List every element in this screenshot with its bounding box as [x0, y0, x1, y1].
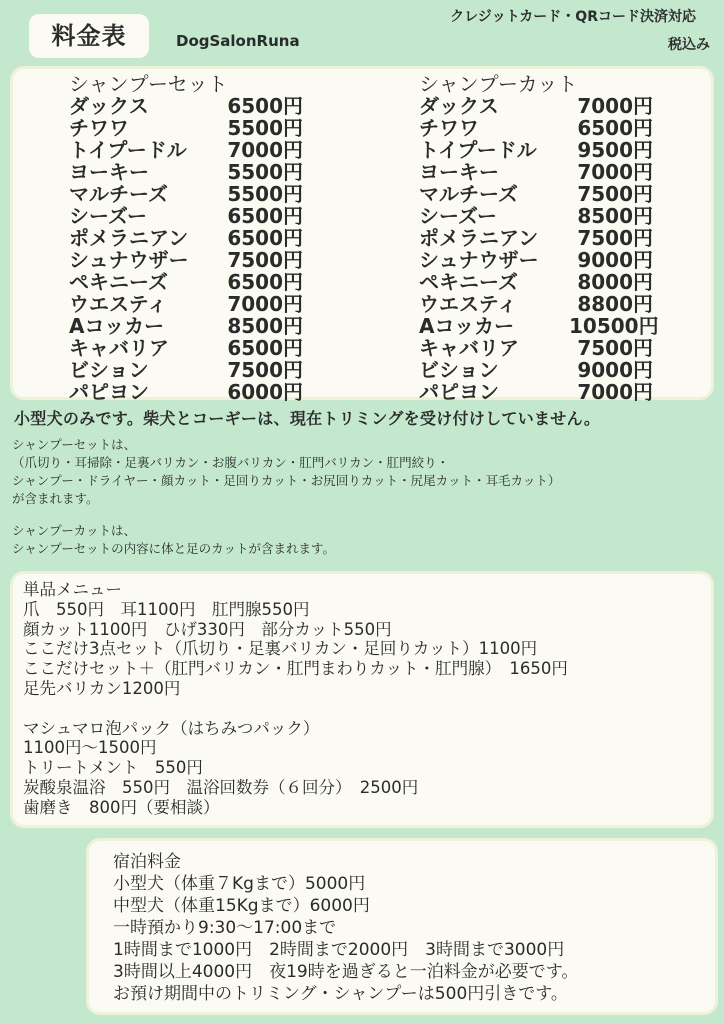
page-title: 料金表 — [29, 14, 149, 58]
price-row — [419, 249, 653, 271]
breed-name: ダックス — [419, 94, 499, 118]
breed-price: 5500円 — [227, 160, 303, 184]
lodging-line: 小型犬（体重７Kgまで）5000円 — [113, 874, 366, 894]
price-row — [419, 359, 653, 381]
breed-name: チワワ — [419, 116, 479, 140]
tax-note: 税込み — [668, 37, 710, 53]
price-row — [419, 314, 659, 338]
breed-name: シュナウザー — [69, 248, 189, 272]
lodging-line: 1時間まで1000円 2時間まで2000円 3時間まで3000円 — [113, 940, 565, 960]
breed-price: 7000円 — [227, 138, 303, 162]
breed-name: マルチーズ — [69, 182, 168, 206]
description-line: が含まれます。 — [12, 491, 99, 506]
breed-name: ウエスティ — [419, 292, 517, 316]
menu-line: ここだけセット＋（肛門バリカン・肛門まわりカット・肛門腺） 1650円 — [23, 659, 568, 679]
breed-price: 8800円 — [577, 292, 653, 316]
description-line: シャンプーセットは、 — [12, 437, 137, 452]
breed-name: Aコッカー — [69, 314, 165, 338]
breed-name: ビション — [419, 358, 499, 382]
price-row — [419, 337, 653, 359]
price-row — [69, 381, 303, 403]
description-line: シャンプーカットは、 — [12, 523, 137, 538]
menu-line: マシュマロ泡パック（はちみつパック） — [23, 718, 320, 738]
breed-price: 6500円 — [227, 204, 303, 228]
breed-name: シーズー — [419, 204, 497, 228]
breed-price: 9500円 — [577, 138, 653, 162]
breed-price: 6000円 — [227, 380, 303, 404]
breed-price: 7000円 — [577, 380, 653, 404]
breed-name: パピヨン — [69, 380, 149, 404]
shampoo-cut-heading: シャンプーカット — [419, 72, 578, 96]
price-row — [69, 293, 303, 315]
price-row — [419, 161, 653, 183]
breed-name: ポメラニアン — [69, 226, 189, 250]
breed-name: ペキニーズ — [419, 270, 518, 294]
price-row — [69, 315, 303, 337]
single-menu-list — [23, 580, 568, 818]
price-row — [419, 227, 653, 249]
breed-price: 8500円 — [577, 204, 653, 228]
menu-line: 1100円～1500円 — [23, 738, 157, 758]
breed-name: Aコッカー — [419, 314, 515, 338]
shampoo-cut-description — [12, 522, 335, 558]
lodging-heading: 宿泊料金 — [113, 852, 181, 872]
breed-name: ウエスティ — [69, 292, 167, 316]
breed-name: チワワ — [69, 116, 129, 140]
lodging-list — [113, 851, 578, 1005]
price-row — [69, 337, 303, 359]
menu-line: 顔カット1100円 ひげ330円 部分カット550円 — [23, 619, 392, 639]
breed-name: ダックス — [69, 94, 149, 118]
payment-note: クレジットカード・QRコード決済対応 — [450, 9, 696, 25]
price-row — [419, 139, 653, 161]
shampoo-set-heading: シャンプーセット — [69, 72, 228, 96]
lodging-line: お預け期間中のトリミング・シャンプーは500円引きです。 — [113, 984, 568, 1004]
breed-price: 7500円 — [577, 182, 653, 206]
breed-price: 7500円 — [577, 226, 653, 250]
breed-price: 5500円 — [227, 116, 303, 140]
menu-line: トリートメント 550円 — [23, 758, 203, 778]
breed-price: 10500円 — [569, 314, 659, 338]
breed-price: 6500円 — [227, 94, 303, 118]
breed-name: トイプードル — [419, 138, 537, 162]
shampoo-cut-column — [419, 72, 659, 404]
menu-line: 足先バリカン1200円 — [23, 678, 181, 698]
small-dogs-notice: 小型犬のみです。柴犬とコーギーは、現在トリミングを受け付けしていません。 — [14, 409, 601, 428]
breed-name: パピヨン — [419, 380, 499, 404]
price-row — [69, 117, 303, 139]
menu-line: 爪 550円 耳1100円 肛門腺550円 — [23, 599, 310, 619]
breed-name: シーズー — [69, 204, 147, 228]
price-row — [419, 205, 653, 227]
menu-line: 歯磨き 800円（要相談） — [23, 797, 220, 817]
breed-name: ビション — [69, 358, 149, 382]
breed-name: ポメラニアン — [419, 226, 539, 250]
breed-price: 9000円 — [577, 248, 653, 272]
breed-name: ヨーキー — [69, 160, 149, 184]
price-row — [419, 271, 653, 293]
breed-name: マルチーズ — [419, 182, 518, 206]
breed-price: 7000円 — [577, 160, 653, 184]
single-menu-panel — [10, 571, 714, 828]
price-table-panel — [10, 66, 714, 404]
breed-name: キャバリア — [419, 336, 519, 360]
breed-price: 7500円 — [577, 336, 653, 360]
menu-line: ここだけ3点セット（爪切り・足裏バリカン・足回りカット）1100円 — [23, 639, 538, 659]
breed-price: 7000円 — [227, 292, 303, 316]
price-row — [69, 161, 303, 183]
price-row — [69, 183, 303, 205]
breed-name: ヨーキー — [419, 160, 499, 184]
price-row — [69, 205, 303, 227]
price-row — [69, 359, 303, 381]
breed-price: 6500円 — [577, 116, 653, 140]
breed-name: トイプードル — [69, 138, 187, 162]
description-line: シャンプー・ドライヤー・顔カット・足回りカット・お尻回りカット・尻尾カット・耳毛カット） — [12, 473, 561, 488]
lodging-line: 3時間以上4000円 夜19時を過ぎると一泊料金が必要です。 — [113, 962, 579, 982]
price-row — [69, 271, 303, 293]
breed-price: 9000円 — [577, 358, 653, 382]
shampoo-set-column — [69, 73, 303, 403]
breed-price: 7500円 — [227, 358, 303, 382]
breed-price: 5500円 — [227, 182, 303, 206]
lodging-line: 中型犬（体重15Kgまで）6000円 — [113, 896, 370, 916]
lodging-line: 一時預かり9:30～17:00まで — [113, 918, 337, 938]
breed-price: 7000円 — [577, 94, 653, 118]
breed-name: キャバリア — [69, 336, 169, 360]
breed-price: 6500円 — [227, 226, 303, 250]
price-row — [419, 183, 653, 205]
price-row — [419, 117, 653, 139]
price-row — [69, 227, 303, 249]
shampoo-set-description — [12, 436, 560, 508]
price-row — [69, 139, 303, 161]
price-row — [69, 95, 303, 117]
breed-price: 8000円 — [577, 270, 653, 294]
menu-heading: 単品メニュー — [23, 580, 122, 599]
breed-price: 7500円 — [227, 248, 303, 272]
price-row — [419, 95, 653, 117]
breed-name: ペキニーズ — [69, 270, 168, 294]
shop-name: DogSalonRuna — [176, 32, 300, 50]
description-line: シャンプーセットの内容に体と足のカットが含まれます。 — [12, 541, 336, 556]
breed-price: 6500円 — [227, 270, 303, 294]
lodging-panel — [86, 838, 718, 1015]
price-row — [69, 249, 303, 271]
breed-price: 6500円 — [227, 336, 303, 360]
price-row — [419, 381, 653, 403]
breed-price: 8500円 — [227, 314, 303, 338]
description-line: （爪切り・耳掃除・足裏バリカン・お腹バリカン・肛門バリカン・肛門絞り・ — [12, 455, 450, 470]
price-row — [419, 293, 653, 315]
menu-line: 炭酸泉温浴 550円 温浴回数券（６回分） 2500円 — [23, 777, 419, 797]
breed-name: シュナウザー — [419, 248, 539, 272]
